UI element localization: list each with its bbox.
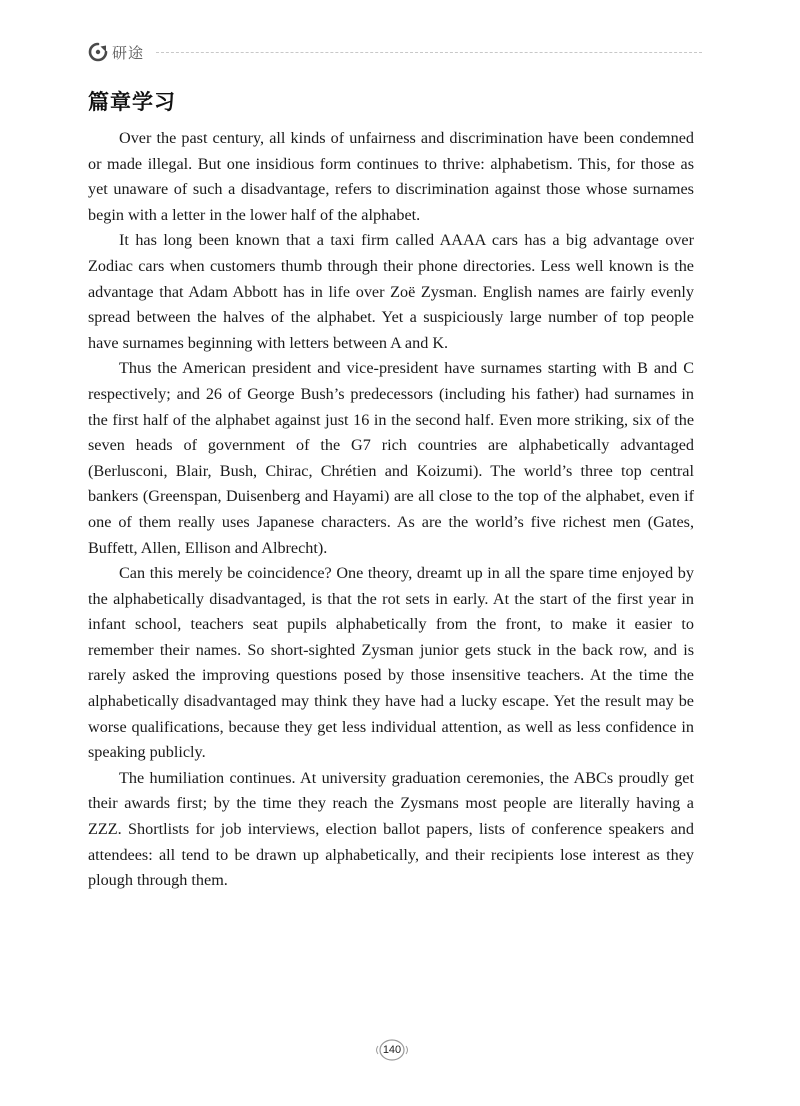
- paragraph-5: The humiliation continues. At university graduation ceremonies, the ABCs proudly get their awards first; by the time they reach the Zysmans most people are literally having a ZZZ. Shortlists for job interviews, election ballot papers, lists of conference speakers and attendees: all tend to be drawn up alphabetically, and their recipients lose interest as they plough through them.: [88, 768, 694, 890]
- paragraph-3: Thus the American president and vice-president have surnames starting with B and C respectively; and 26 of George Bush’s predecessors (including his father) had surnames in the first half of the alphabet against just 16 in the second half. Even more striking, six of the seven heads of government of the G7 rich countries are alphabetically advantaged (Berlusconi, Blair, Bush, Chirac, Chrétien and Koizumi). The world’s three top central bankers (Greenspan, Duisenberg and Hayami) are all close to the top of the alphabet, even if one of them really uses Japanese characters. As are the world’s five richest men (Gates, Buffett, Allen, Ellison and Albrecht).: [88, 359, 694, 557]
- swirl-logo-icon: [88, 42, 108, 62]
- header-divider: [156, 52, 702, 53]
- section-title: 篇章学习: [88, 90, 176, 114]
- page-number: 140: [382, 1044, 402, 1056]
- paragraph-2: It has long been known that a taxi firm called AAAA cars has a big advantage over Zodiac cars when customers thumb through their phone directories. Less well known is the advantage that Adam Abbott has in life over Zoë Zysman. English names are fairly evenly spread between the halves of the alphabet. Yet a suspiciously large number of top people have surnames beginning with letters between A and K.: [88, 231, 694, 352]
- paragraph-1: Over the past century, all kinds of unfairness and discrimination have been condemned or made illegal. But one insidious form continues to thrive: alphabetism. This, for those as yet unaware of such a disadvantage, refers to discrimination against those whose surnames begin with a letter in the lower half of the alphabet.: [88, 129, 694, 224]
- page-header: [88, 40, 702, 64]
- paragraph-4: Can this merely be coincidence? One theory, dreamt up in all the spare time enjoyed by the alphabetically disadvantaged, is that the rot sets in early. At the start of the first year in infant school, teachers seat pupils alphabetically from the front, to make it easier to remember their names. So short-sighted Zysman junior gets stuck in the back row, and is rarely asked the improving questions posed by those insensitive teachers. At the time the alphabetically disadvantaged may think they have had a lucky escape. Yet the result may be worse qualifications, because they get less individual attention, as well as less confidence in speaking publicly.: [88, 564, 694, 762]
- brand-name: 研途: [112, 43, 145, 62]
- article-body: [88, 126, 694, 894]
- page-number-badge: [374, 1037, 410, 1063]
